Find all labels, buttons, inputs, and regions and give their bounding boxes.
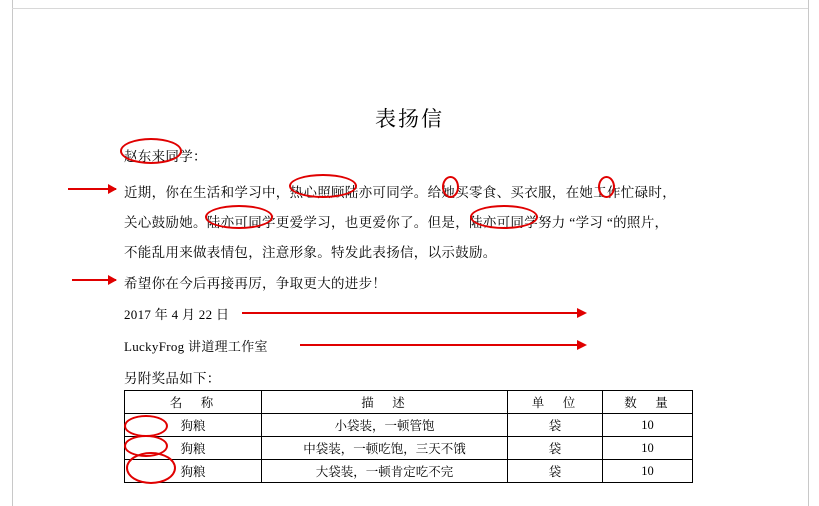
- body-paragraph-1: 近期，你在生活和学习中，热心照顾陆亦可同学。给她买零食、买衣服，在她工作忙碌时，: [124, 185, 676, 200]
- annotation-ellipse-icon: [124, 415, 168, 437]
- table-header-qty: 数 量: [603, 391, 693, 414]
- table-cell-qty: 10: [603, 414, 693, 437]
- annotation-ellipse-icon: [470, 205, 538, 229]
- table-row: [125, 414, 693, 437]
- page-border-right: [808, 0, 809, 506]
- table-cell-name: 狗粮: [125, 437, 262, 460]
- table-header-unit: 单 位: [508, 391, 603, 414]
- body-paragraph-2: 关心鼓励她。陆亦可同学更爱学习，也更爱你了。但是，陆亦可同学努力 “学习 “的照片，: [124, 215, 669, 230]
- page-title: 表扬信: [375, 107, 444, 131]
- table-row: [125, 460, 693, 483]
- annotation-ellipse-icon: [205, 205, 273, 229]
- signature-text: LuckyFrog 讲道理工作室: [124, 339, 268, 354]
- annotation-ellipse-icon: [598, 176, 615, 198]
- table-cell-name: 狗粮: [125, 460, 262, 483]
- date-text: 2017 年 4 月 22 日: [124, 307, 230, 322]
- table-cell-desc: 中袋装，一顿吃饱，三天不饿: [262, 437, 508, 460]
- table-cell-qty: 10: [603, 437, 693, 460]
- page-border-top: [12, 8, 808, 9]
- annotation-arrow-icon: [68, 188, 116, 190]
- page-border-left: [12, 0, 13, 506]
- annotation-ellipse-icon: [120, 138, 182, 164]
- table-cell-qty: 10: [603, 460, 693, 483]
- table-cell-name: 狗粮: [125, 414, 262, 437]
- table-header-desc: 描 述: [262, 391, 508, 414]
- table-header-name: 名 称: [125, 391, 262, 414]
- salutation-text: 赵东来同学：: [124, 149, 207, 164]
- annotation-ellipse-icon: [442, 176, 459, 198]
- annotation-arrow-icon: [72, 279, 116, 281]
- table-cell-desc: 小袋装，一顿管饱: [262, 414, 508, 437]
- body-paragraph-3: 不能乱用来做表情包，注意形象。特发此表扬信，以示鼓励。: [124, 245, 497, 260]
- table-cell-desc: 大袋装，一顿肯定吃不完: [262, 460, 508, 483]
- table-header-row: [125, 391, 693, 414]
- annotation-arrow-icon: [300, 344, 585, 346]
- attachment-label: 另附奖品如下：: [124, 371, 221, 386]
- table-cell-unit: 袋: [508, 460, 603, 483]
- prize-table: [124, 390, 693, 483]
- table-cell-unit: 袋: [508, 414, 603, 437]
- table-row: [125, 437, 693, 460]
- body-paragraph-4: 希望你在今后再接再厉，争取更大的进步！: [124, 276, 387, 291]
- table-cell-unit: 袋: [508, 437, 603, 460]
- annotation-ellipse-icon: [289, 174, 357, 198]
- annotation-arrow-icon: [242, 312, 585, 314]
- annotation-ellipse-icon: [126, 452, 176, 484]
